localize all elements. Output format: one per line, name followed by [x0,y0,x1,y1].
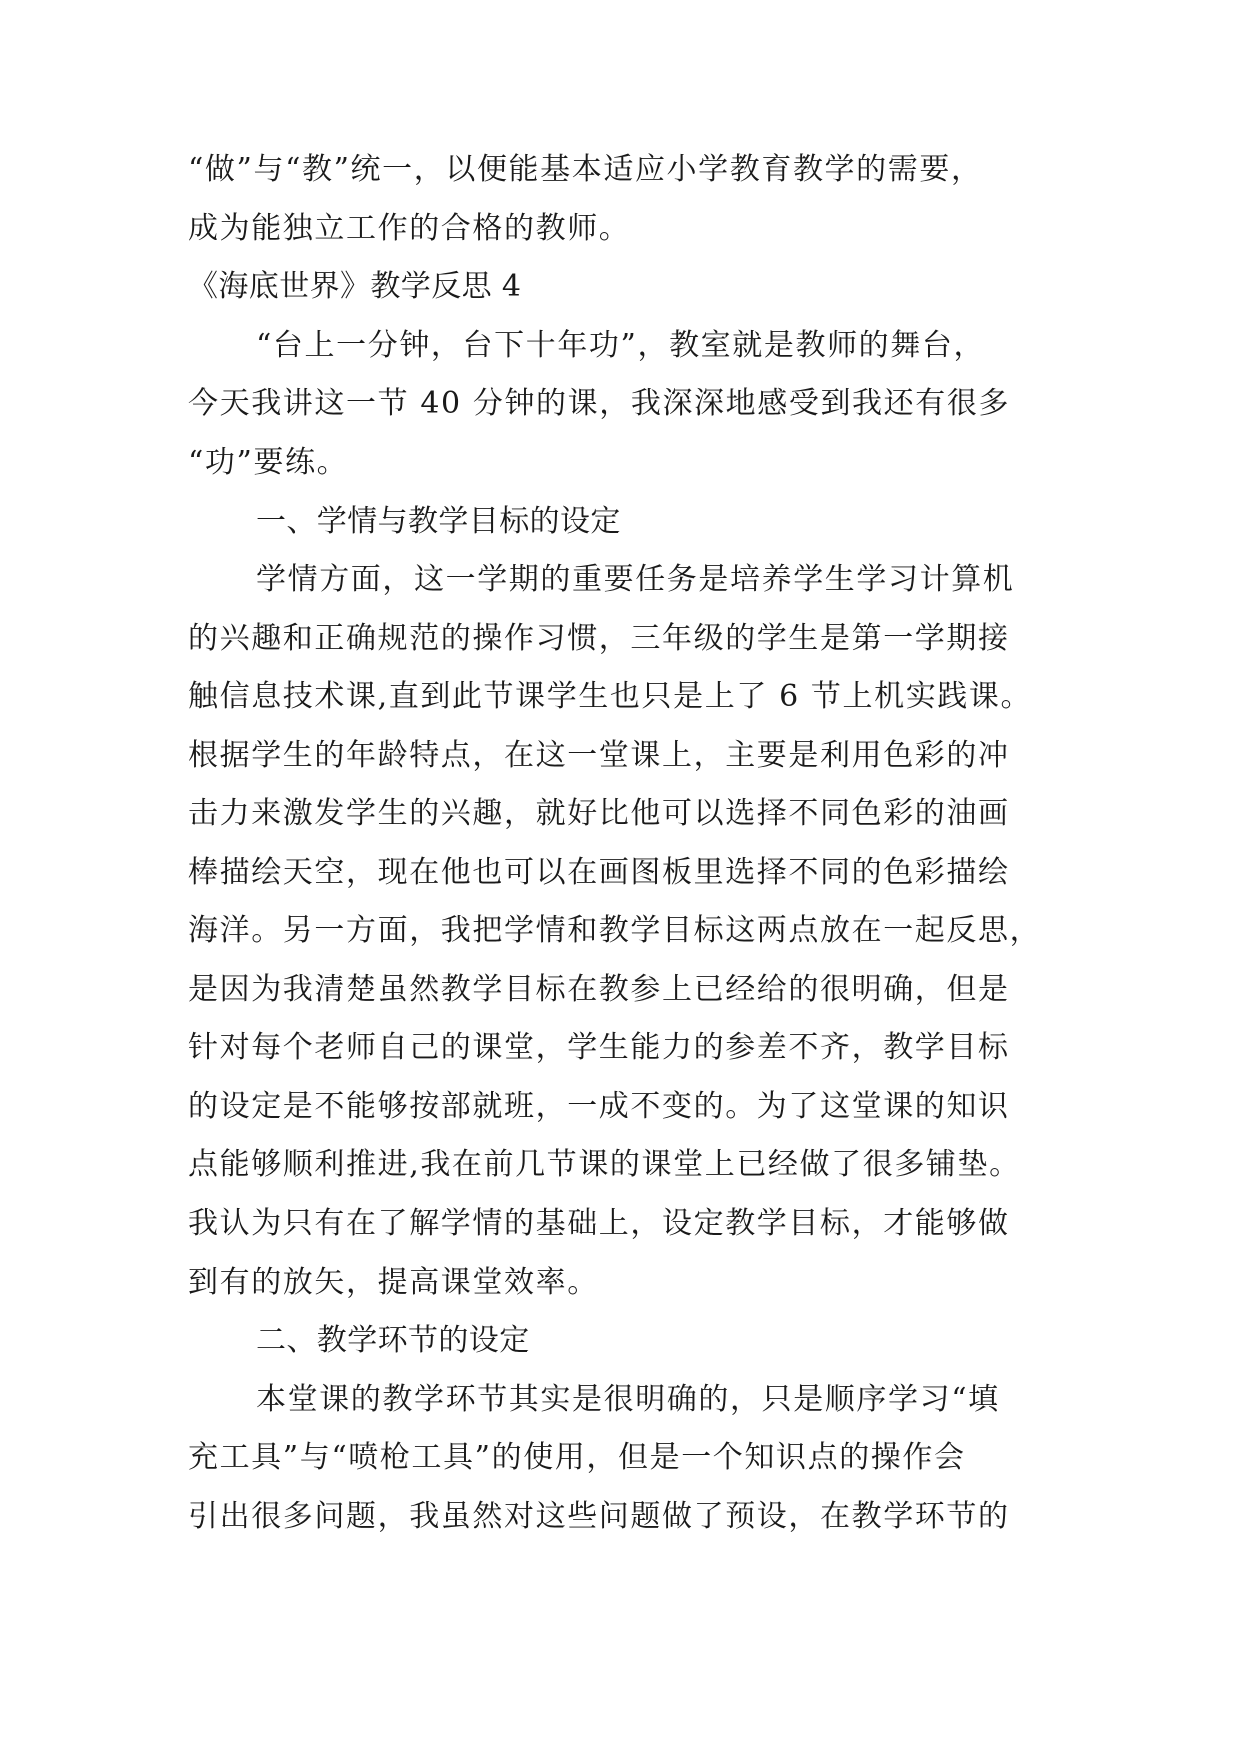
paragraph-line: 今天我讲这一节 40 分钟的课，我深深地感受到我还有很多 [188,386,1011,421]
subheading: 一、学情与教学目标的设定 [256,504,621,539]
paragraph-line: 是因为我清楚虽然教学目标在教参上已经给的很明确，但是 [188,972,1010,1007]
subheading: 二、教学环节的设定 [256,1323,530,1358]
paragraph-line: “功”要练。 [188,445,349,480]
paragraph-line: 海洋。另一方面，我把学情和教学目标这两点放在一起反思， [188,913,1042,948]
paragraph-line: “做”与“教”统一，以便能基本适应小学教育教学的需要， [188,152,983,187]
section-title: 《海底世界》教学反思 4 [188,269,522,304]
paragraph-line: 针对每个老师自己的课堂，学生能力的参差不齐，教学目标 [188,1030,1010,1065]
paragraph-line: 到有的放矢，提高课堂效率。 [188,1265,599,1300]
paragraph-line: 点能够顺利推进,我在前几节课的课堂上已经做了很多铺垫。 [188,1147,1021,1182]
paragraph-line: 学情方面，这一学期的重要任务是培养学生学习计算机 [256,562,1015,597]
paragraph-line: 引出很多问题，我虽然对这些问题做了预设，在教学环节的 [188,1499,1010,1534]
paragraph-line: 的兴趣和正确规范的操作习惯，三年级的学生是第一学期接 [188,621,1010,656]
paragraph-line: 我认为只有在了解学情的基础上，设定教学目标，才能够做 [188,1206,1010,1241]
paragraph-line: “台上一分钟，台下十年功”，教室就是教师的舞台， [256,328,986,363]
paragraph-line: 成为能独立工作的合格的教师。 [188,211,631,246]
paragraph-line: 棒描绘天空，现在他也可以在画图板里选择不同的色彩描绘 [188,855,1010,890]
paragraph-line: 的设定是不能够按部就班，一成不变的。为了这堂课的知识 [188,1089,1010,1124]
paragraph-line: 根据学生的年龄特点，在这一堂课上，主要是利用色彩的冲 [188,738,1010,773]
paragraph-line: 充工具”与“喷枪工具”的使用，但是一个知识点的操作会 [188,1440,966,1475]
paragraph-line: 触信息技术课,直到此节课学生也只是上了 6 节上机实践课。 [188,679,1033,714]
paragraph-line: 击力来激发学生的兴趣，就好比他可以选择不同色彩的油画 [188,796,1010,831]
paragraph-line: 本堂课的教学环节其实是很明确的，只是顺序学习“填 [256,1382,1000,1417]
